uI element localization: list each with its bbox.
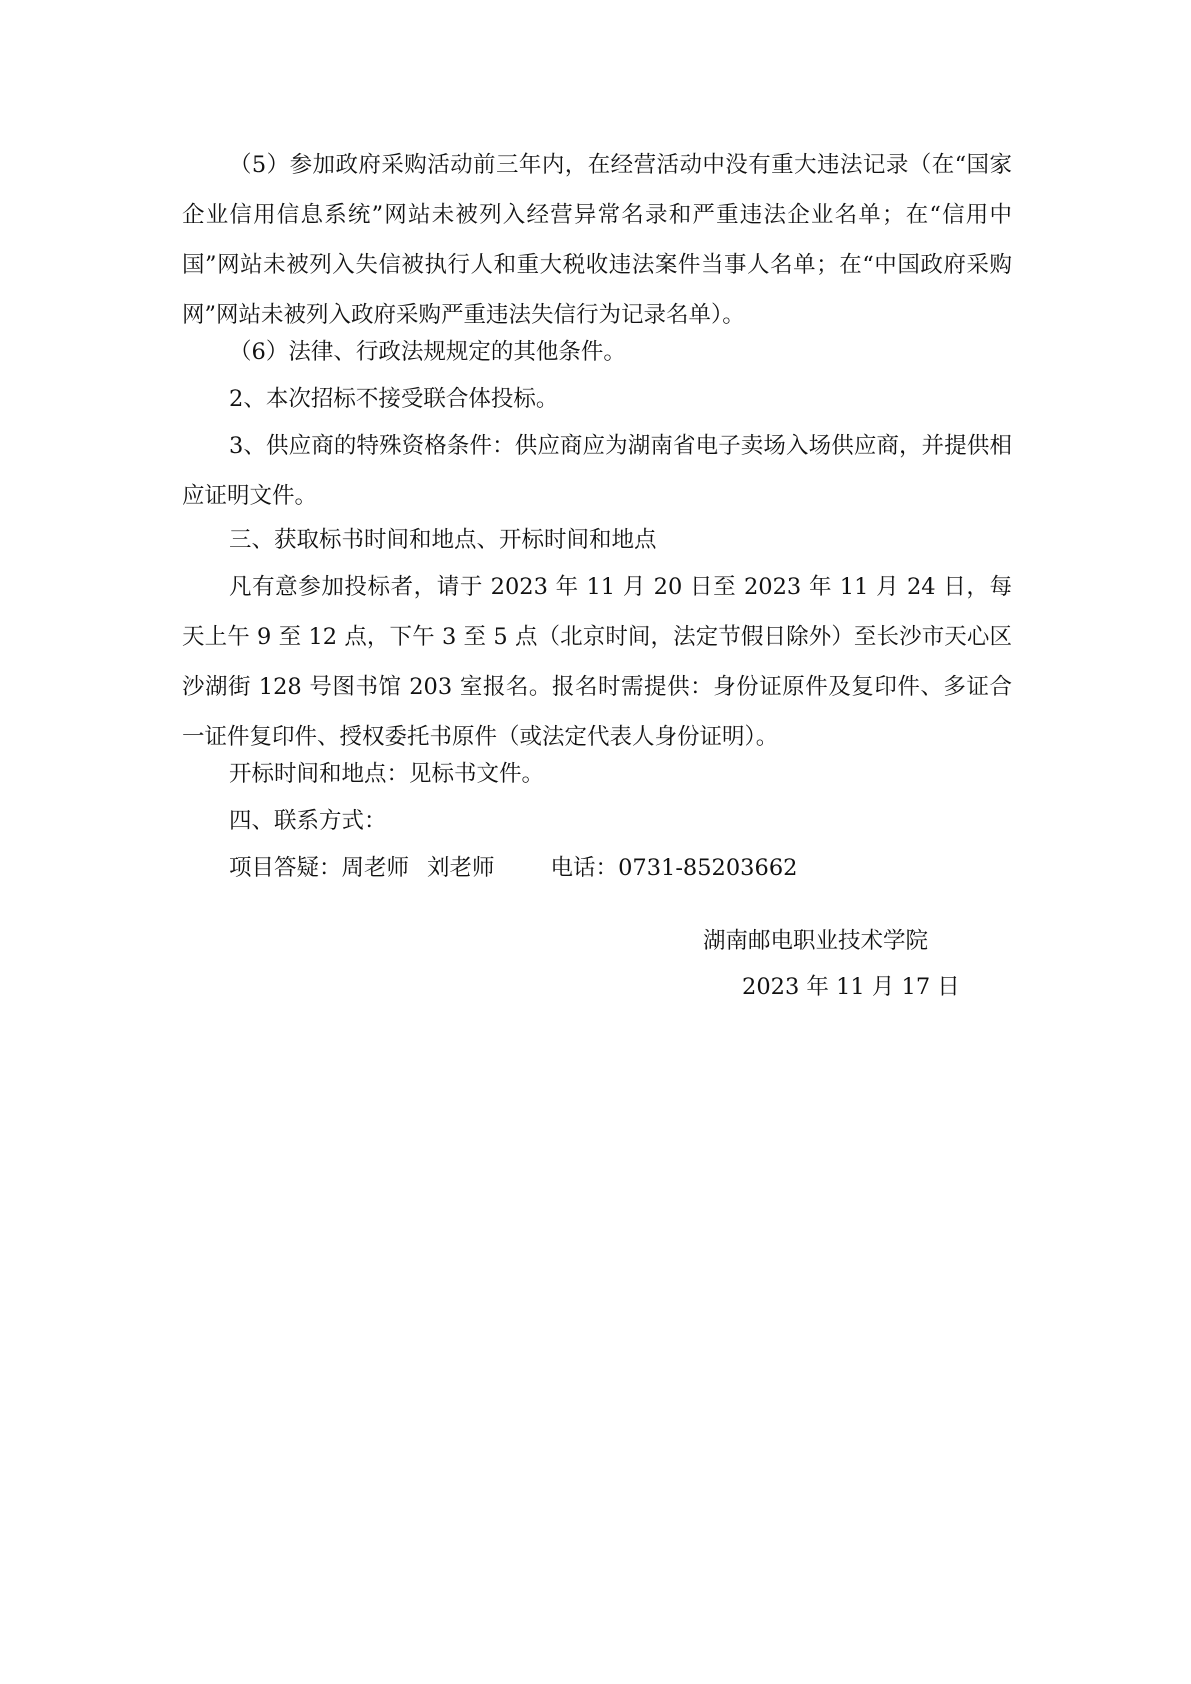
contact-label: 项目答疑：: [229, 855, 342, 881]
paragraph-item-2: 2、本次招标不接受联合体投标。: [229, 386, 559, 412]
phone-number: 0731-85203662: [618, 855, 798, 881]
signature-organization: 湖南邮电职业技术学院: [703, 928, 929, 954]
contact-line: [182, 843, 1012, 893]
paragraph-condition-6: （6）法律、行政法规规定的其他条件。: [229, 339, 626, 365]
paragraph-condition-5: （5）参加政府采购活动前三年内，在经营活动中没有重大违法记录（在“国家企业信用信息系统”网站未被列入经营异常名录和严重违法企业名单；在“信用中国”网站未被列入失信被执行人和重大税收违法案件当事人名单；在“中国政府采购网”网站未被列入政府采购严重违法失信行为记录名单）。: [182, 152, 1012, 328]
paragraph-opening: 开标时间和地点：见标书文件。: [229, 761, 545, 787]
section-4-heading: 四、联系方式：: [229, 808, 387, 834]
section-3-heading: 三、获取标书时间和地点、开标时间和地点: [229, 527, 657, 553]
signature-date: 2023 年 11 月 17 日: [742, 974, 960, 1000]
contact-person-1: 周老师: [341, 855, 410, 881]
phone-label: 电话：: [550, 855, 619, 881]
contact-person-2: 刘老师: [427, 855, 495, 881]
paragraph-section-3-body: 凡有意参加投标者，请于 2023 年 11 月 20 日至 2023 年 11 月 24 日，每天上午 9 至 12 点，下午 3 至 5 点（北京时间，法定节假日除外）至长沙市天心区沙湖街 128 号图书馆 203 室报名。报名时需提供：身份证原件及复印件、多证合一证件复印件、授权委托书原件（或法定代表人身份证明）。: [182, 574, 1012, 750]
paragraph-item-3: 3、供应商的特殊资格条件：供应商应为湖南省电子卖场入场供应商，并提供相应证明文件。: [182, 433, 1012, 509]
